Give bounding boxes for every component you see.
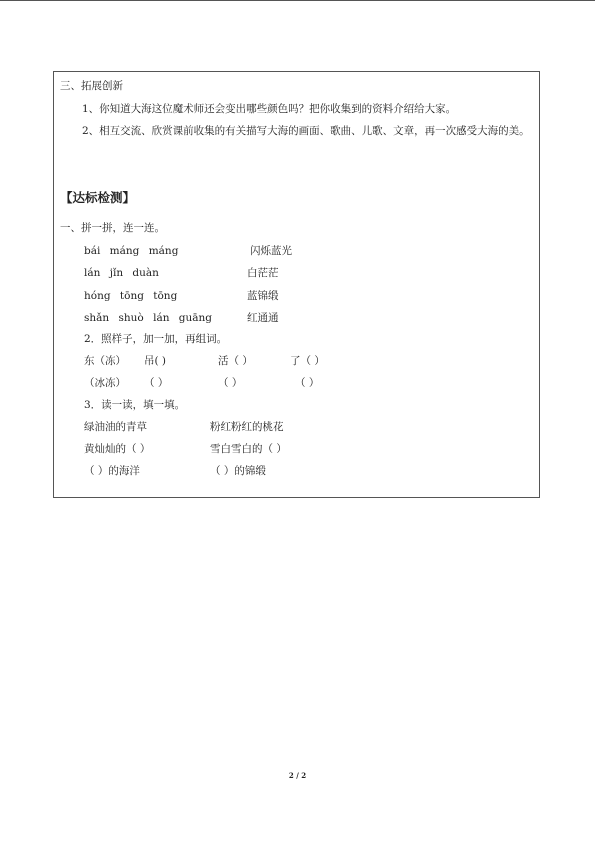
word-1: 闪烁蓝光 (250, 245, 292, 257)
part3-row1-right: 粉红粉红的桃花 (210, 421, 284, 433)
part3-title: 3．读一读，填一填。 (84, 399, 186, 411)
section3-title: 三、拓展创新 (60, 80, 123, 92)
top-border-line (0, 0, 595, 1)
part2-title: 2．照样子，加一加，再组词。 (84, 333, 228, 345)
part1-title: 一、拼一拼，连一连。 (60, 222, 165, 234)
part3-row3-left: （ ）的海洋 (84, 465, 140, 477)
pinyin-2: lán jǐn duàn (84, 267, 159, 279)
section3-question-1: 1、你知道大海这位魔术师还会变出哪些颜色吗？把你收集到的资料介绍给大家。 (82, 103, 457, 115)
part2-char-1: 东（冻） (84, 355, 126, 367)
part2-word-3: （ ） (218, 377, 243, 389)
word-2: 白茫茫 (247, 267, 279, 279)
part2-word-1: （冰冻） (84, 377, 126, 389)
part2-char-3: 活（ ） (218, 355, 253, 367)
dabiao-heading: 【达标检测】 (60, 190, 136, 205)
pinyin-4: shǎn shuò lán guāng (84, 312, 213, 324)
part3-row3-right: （ ）的锦缎 (210, 465, 266, 477)
part3-row2-right: 雪白雪白的（ ） (210, 443, 287, 455)
word-4: 红通通 (247, 312, 279, 324)
section3-question-2: 2、相互交流、欣赏课前收集的有关描写大海的画面、歌曲、儿歌、文章，再一次感受大海的美。 (82, 125, 530, 137)
part3-row1-left: 绿油油的青草 (84, 421, 147, 433)
part3-row2-left: 黄灿灿的（ ） (84, 443, 151, 455)
pinyin-3: hóng tōng tōng (84, 290, 178, 302)
part2-word-4: （ ） (295, 377, 320, 389)
part2-word-2: （ ） (144, 377, 169, 389)
part2-char-4: 了（ ） (290, 355, 325, 367)
pinyin-1: bái máng máng (84, 245, 179, 257)
part2-char-2: 吊( ) (144, 355, 167, 367)
word-3: 蓝锦缎 (247, 290, 279, 302)
page-number: 2 / 2 (288, 771, 307, 780)
